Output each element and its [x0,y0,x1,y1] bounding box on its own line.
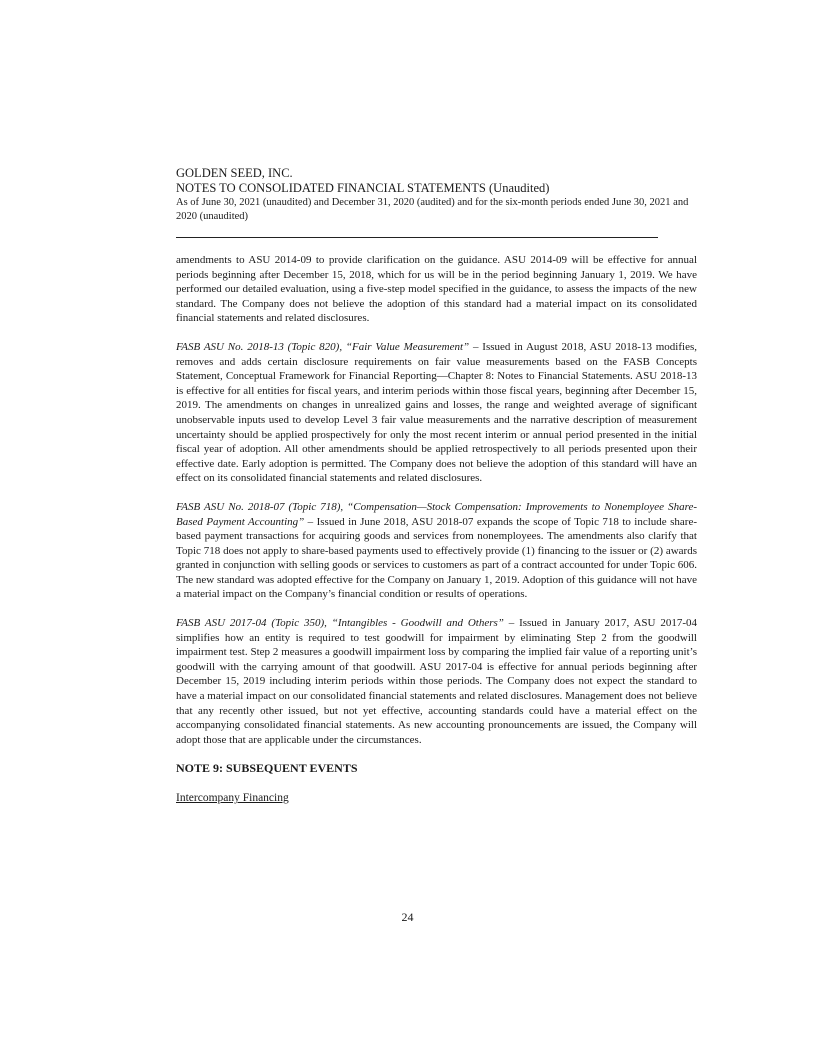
paragraph-asu-2017-04 [176,616,697,747]
paragraph-title: FASB ASU No. 2018-13 (Topic 820), “Fair Value Measurement” [176,340,470,353]
paragraph-title: FASB ASU 2017-04 (Topic 350), “Intangibles - Goodwill and Others” [176,617,504,630]
header-divider [176,237,658,238]
paragraph-asu-2014-09 [176,253,697,326]
page-number: 24 [401,910,414,924]
document-title: NOTES TO CONSOLIDATED FINANCIAL STATEMENTS (Unaudited) [176,181,550,195]
paragraph-text: – Issued in August 2018, ASU 2018-13 modifies, removes and adds certain disclosure requirements on fair value measurements based on the FASB Concepts Statement, Conceptual Framework for Financial Reporting—Chapter 8: Notes to Financial Statements. ASU 2018-13 is effective for all entities for fiscal years, and interim periods within those fiscal years, beginning after December 15, 2019. The amendments on changes in unrealized gains and losses, the range and weighted average of significant unobservable inputs used to develop Level 3 fair value measurements and the narrative description of measurement uncertainty should be applied prospectively for only the most recent interim or annual period presented in the initial fiscal year of adoption. All other amendments should be applied retrospectively to all periods presented upon their effective date. Early adoption is permitted. The Company does not believe the adoption of this standard will have an effect on its consolidated financial statements and related disclosures. [176,340,697,485]
intercompany-financing-subheading: Intercompany Financing [176,792,289,805]
paragraph-title: FASB ASU No. 2018-07 (Topic 718), “Compensation—Stock Compensation: Improvements to Nonemployee Share-Based Payment Accounting” [176,500,697,528]
paragraph-asu-2018-07 [176,500,697,602]
paragraph-asu-2018-13 [176,340,697,486]
company-name: GOLDEN SEED, INC. [176,166,293,180]
note-9-heading: NOTE 9: SUBSEQUENT EVENTS [176,761,358,776]
document-header [176,166,697,223]
paragraph-text: – Issued in June 2018, ASU 2018-07 expands the scope of Topic 718 to include share-based payment transactions for acquiring goods and services from nonemployees. The amendments also clarify that Topic 718 does not apply to share-based payments used to effectively provide (1) financing to the issuer or (2) awards granted in conjunction with selling goods or services to customers as part of a contract accounted for under Topic 606. The new standard was adopted effective for the Company on January 1, 2019. Adoption of this guidance will not have a material impact on the Company’s financial condition or results of operations. [176,515,697,601]
paragraph-text: amendments to ASU 2014-09 to provide clarification on the guidance. ASU 2014-09 will be effective for annual periods beginning after December 15, 2018, which for us will be in the period beginning January 1, 2019. We have performed our detailed evaluation, using a five-step model specified in the guidance, to assess the impacts of the new standard. The Company does not believe the adoption of this standard had a material impact on its consolidated financial statements and related disclosures. [176,254,697,325]
document-body [176,253,697,804]
document-subtitle: As of June 30, 2021 (unaudited) and December 31, 2020 (audited) and for the six-month periods ended June 30, 2021 and 2020 (unaudited) [176,197,689,222]
paragraph-text: – Issued in January 2017, ASU 2017-04 simplifies how an entity is required to test goodwill for impairment by eliminating Step 2 from the goodwill impairment test. Step 2 measures a goodwill impairment loss by comparing the implied fair value of a reporting unit’s goodwill with the carrying amount of that goodwill. ASU 2017-04 is effective for annual periods beginning after December 15, 2019 including interim periods within those periods. The Company does not expect the standard to have a material impact on our consolidated financial statements and related disclosures. Management does not believe that any recently other issued, but not yet effective, accounting standards could have a material effect on the accompanying consolidated financial statements. As new accounting pronouncements are issued, the Company will adopt those that are applicable under the circumstances. [176,617,697,746]
